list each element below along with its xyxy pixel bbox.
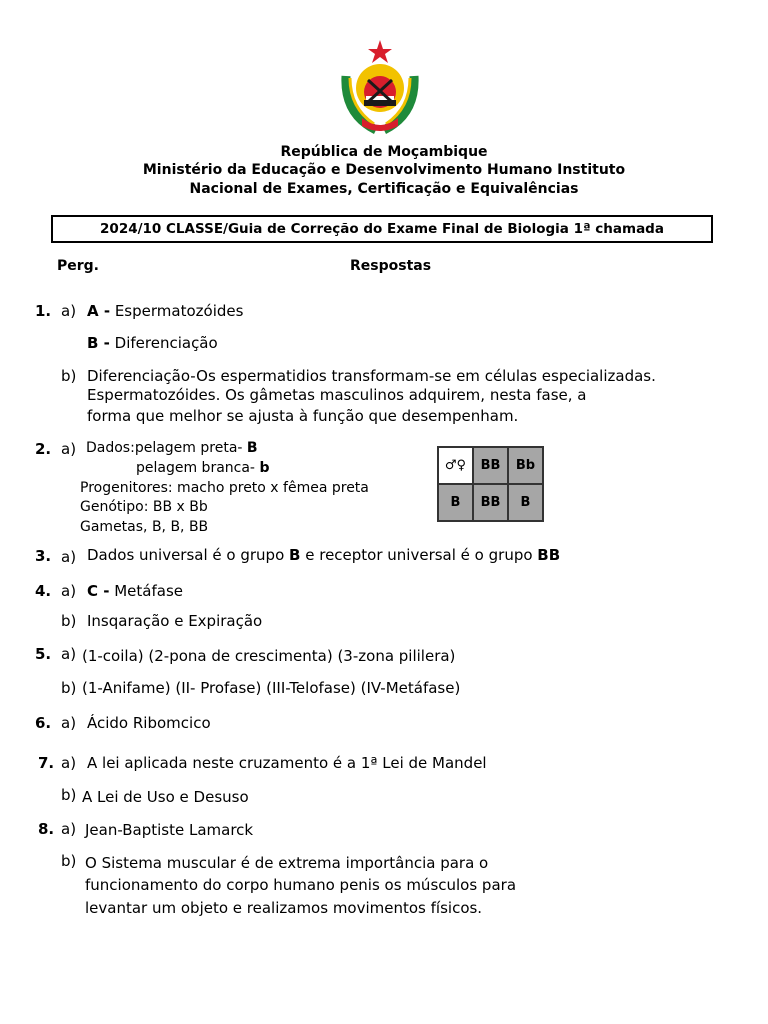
q2-line2-text: pelagem branca- xyxy=(136,460,260,476)
q6-a-label: a) xyxy=(61,714,77,732)
header-republic: República de Moçambique xyxy=(280,144,488,160)
punnett-header-1: BB xyxy=(473,447,508,484)
q2-line2-key: b xyxy=(259,460,270,476)
q1-a-label: a) xyxy=(61,302,77,320)
q8-b-line3: levantar um objeto e realizamos movimentos físicos. xyxy=(85,899,483,917)
q3-key2: BB xyxy=(537,546,561,564)
q5-b-label: b) xyxy=(61,679,77,697)
q4-a-label: a) xyxy=(61,582,77,600)
q8-a-label: a) xyxy=(61,820,77,838)
q3-text1: Dados universal é o grupo xyxy=(87,546,290,564)
header-ministry: Ministério da Educação e Desenvolvimento Humano Instituto xyxy=(142,162,626,178)
q3-key1: B xyxy=(289,546,301,564)
q7-a-answer: A lei aplicada neste cruzamento é a 1ª Lei de Mandel xyxy=(87,754,487,772)
q1-b-line1: Diferenciação-Os espermatidios transformam-se em células especializadas. xyxy=(87,367,656,385)
q2-a-label: a) xyxy=(61,440,77,458)
q8-b-line2: funcionamento do corpo humano penis os músculos para xyxy=(85,876,517,894)
q1-b-label: b) xyxy=(61,367,77,385)
q3-number: 3. xyxy=(35,547,52,565)
q8-a-answer: Jean-Baptiste Lamarck xyxy=(85,821,254,839)
q1-b-line2: Espermatozóides. Os gâmetas masculinos adquirem, nesta fase, a xyxy=(87,386,587,404)
header-institute: Nacional de Exames, Certificação e Equivalências xyxy=(189,181,579,197)
q2-genotype: Genótipo: BB x Bb xyxy=(80,499,208,515)
punnett-cell-2: B xyxy=(508,484,543,521)
q4-a-text: Metáfase xyxy=(109,582,183,600)
q5-number: 5. xyxy=(35,645,52,663)
q2-line1-key: B xyxy=(246,440,258,456)
q2-line1-text: Dados:pelagem preta- xyxy=(86,440,247,456)
q3-a-label: a) xyxy=(61,548,77,566)
punnett-header-2: Bb xyxy=(508,447,543,484)
q6-a-answer: Ácido Ribomcico xyxy=(87,714,211,732)
punnett-row-header: B xyxy=(438,484,473,521)
q1-a-answer-B xyxy=(87,334,218,352)
q4-b-answer: Insqaração e Expiração xyxy=(87,612,263,630)
q8-b-label: b) xyxy=(61,852,77,870)
q1-a-key-A: A - xyxy=(87,302,111,320)
q4-number: 4. xyxy=(35,582,52,600)
q7-a-label: a) xyxy=(61,754,77,772)
punnett-square xyxy=(437,446,544,522)
document-title: 2024/10 CLASSE/Guia de Correção do Exame Final de Biologia 1ª chamada xyxy=(51,215,713,243)
q7-b-label: b) xyxy=(61,786,77,804)
q2-progenitors: Progenitores: macho preto x fêmea preta xyxy=(80,480,369,496)
punnett-cell-1: BB xyxy=(473,484,508,521)
q1-a-answer-A xyxy=(87,302,243,320)
q1-b-line3: forma que melhor se ajusta à função que desempenham. xyxy=(87,407,519,425)
mozambique-emblem-icon xyxy=(336,36,424,136)
q7-b-answer: A Lei de Uso e Desuso xyxy=(82,788,249,806)
q2-number: 2. xyxy=(35,440,52,458)
q2-data-line1 xyxy=(86,440,258,456)
q3-a-answer xyxy=(87,546,560,564)
q3-text2: e receptor universal é o grupo xyxy=(300,546,538,564)
q4-a-key: C - xyxy=(87,582,110,600)
column-answers-heading: Respostas xyxy=(350,258,432,274)
q1-number: 1. xyxy=(35,302,52,320)
q5-a-answer: (1-coila) (2-pona de crescimenta) (3-zona pililera) xyxy=(82,647,456,665)
punnett-corner: ♂♀ xyxy=(438,447,473,484)
q6-number: 6. xyxy=(35,714,52,732)
q1-a-text-B: Diferenciação xyxy=(109,334,218,352)
q2-gametes: Gametas, B, B, BB xyxy=(80,519,209,535)
q1-a-key-B: B - xyxy=(87,334,110,352)
q5-a-label: a) xyxy=(61,645,77,663)
q8-number: 8. xyxy=(38,820,55,838)
q7-number: 7. xyxy=(38,754,55,772)
q1-a-text-A: Espermatozóides xyxy=(110,302,244,320)
q2-data-line2 xyxy=(136,460,269,476)
q5-b-answer: (1-Anifame) (II- Profase) (III-Telofase) (IV-Metáfase) xyxy=(82,679,461,697)
q4-b-label: b) xyxy=(61,612,77,630)
q8-b-line1: O Sistema muscular é de extrema importância para o xyxy=(85,854,489,872)
q4-a-answer xyxy=(87,582,183,600)
column-question-heading: Perg. xyxy=(57,258,99,274)
